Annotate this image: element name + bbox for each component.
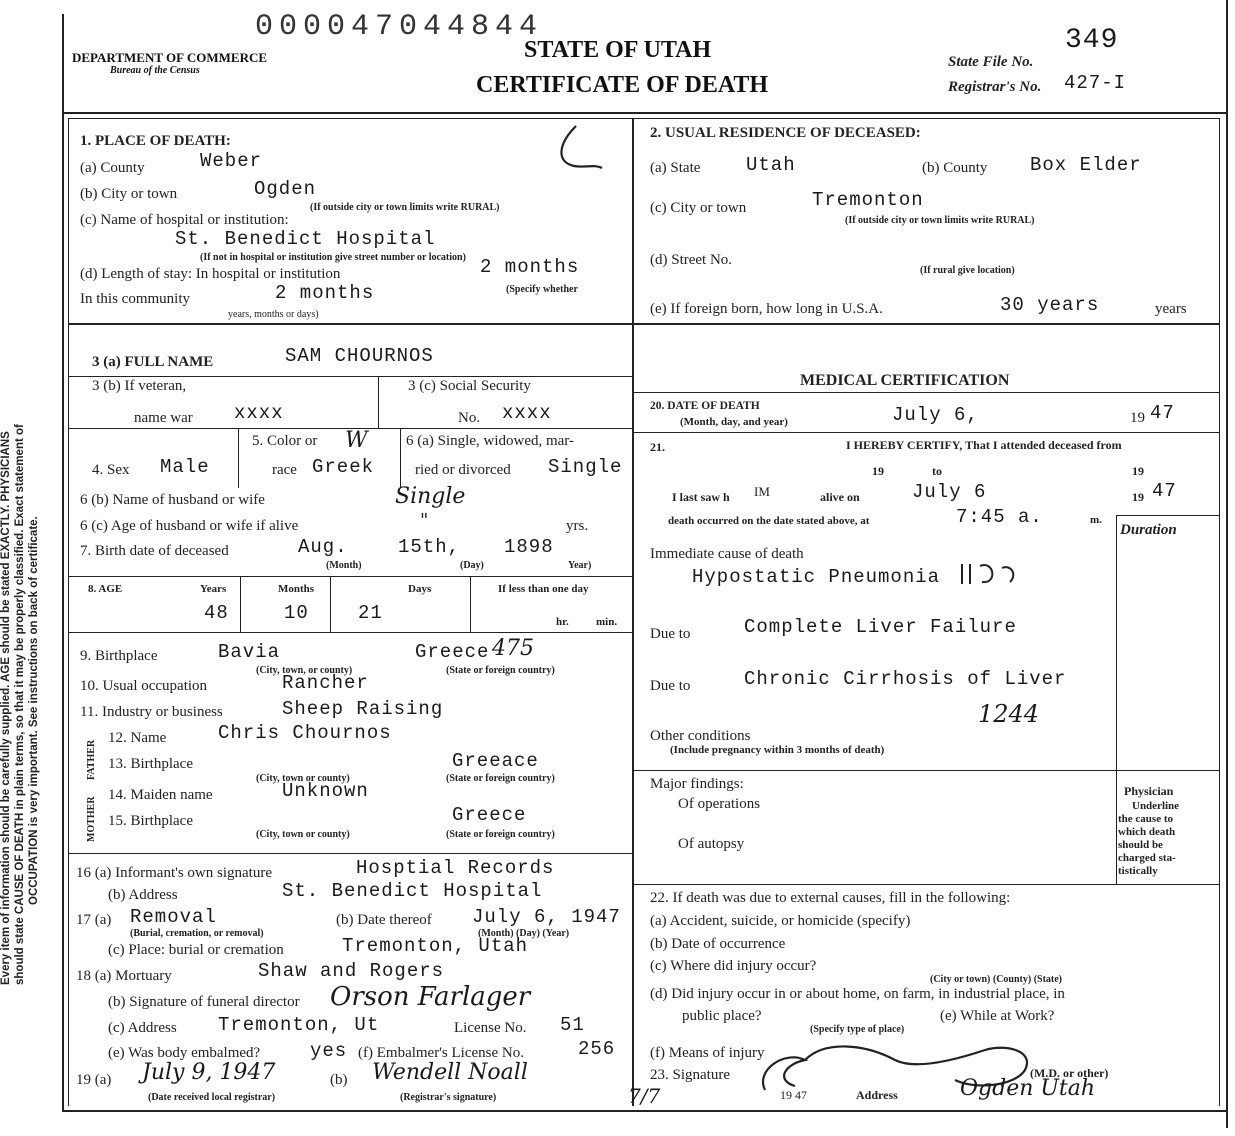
age-years: 48 bbox=[204, 602, 229, 624]
day-note: (Day) bbox=[460, 560, 484, 571]
certify-19b: 19 bbox=[1132, 464, 1144, 478]
address2-value: Tremonton, Ut bbox=[218, 1014, 380, 1036]
color-marital-divider bbox=[400, 428, 401, 488]
other-note: (Include pregnancy within 3 months of death) bbox=[670, 744, 885, 756]
duration-header: Duration bbox=[1120, 522, 1177, 538]
birthplace-city: Bavia bbox=[218, 641, 281, 663]
birthplace-country: Greece bbox=[415, 641, 490, 663]
ss-label: 3 (c) Social Security bbox=[408, 378, 531, 394]
race-label: race bbox=[272, 462, 297, 478]
residence-foreign-label: (e) If foreign born, how long in U.S.A. bbox=[650, 301, 883, 317]
birth-label: 7. Birth date of deceased bbox=[80, 543, 229, 559]
dept-commerce: DEPARTMENT OF COMMERCE bbox=[72, 50, 268, 65]
days-header: Days bbox=[408, 583, 432, 595]
last-saw-label: I last saw h bbox=[672, 490, 730, 504]
other-label: Other conditions bbox=[650, 728, 751, 744]
last-saw-mark: IM bbox=[754, 484, 770, 499]
residence-state-label: (a) State bbox=[650, 160, 701, 176]
residence-city-note: (If outside city or town limits write RURAL) bbox=[845, 215, 1035, 226]
occupation-value: Rancher bbox=[282, 672, 369, 694]
color-label: 5. Color or bbox=[252, 433, 318, 449]
war-value: xxxx bbox=[234, 402, 284, 424]
rule-after-dod bbox=[634, 432, 1220, 433]
year-note: Year) bbox=[568, 560, 592, 571]
signature-date: 7/7 bbox=[628, 1084, 661, 1108]
disposal-value: Removal bbox=[130, 906, 217, 928]
director-label: (b) Signature of funeral director bbox=[108, 994, 300, 1010]
dod-19: 19 bbox=[1130, 410, 1145, 426]
full-name: SAM CHOURNOS bbox=[285, 345, 434, 367]
embalmed-value: yes bbox=[310, 1040, 348, 1062]
inner-top-border bbox=[68, 118, 1220, 119]
due1-label: Due to bbox=[650, 626, 691, 642]
certify-19a: 19 bbox=[872, 464, 884, 478]
side-note-line-3: OCCUPATION is very important. See instructions on back of certificate. bbox=[28, 516, 40, 905]
director-signature: Orson Farlager bbox=[330, 982, 531, 1012]
war-label: name war bbox=[134, 410, 193, 426]
hr-label: hr. bbox=[556, 616, 569, 628]
external-d2: public place? bbox=[682, 1008, 762, 1024]
birth-year: 1898 bbox=[504, 536, 554, 558]
certify-text: I HEREBY CERTIFY, That I attended deceased from bbox=[846, 438, 1122, 452]
external-d1: (d) Did injury occur in or about home, on farm, in industrial place, in bbox=[650, 986, 1065, 1002]
birthplace-city-note: (City, town, or county) bbox=[256, 665, 353, 676]
physician-note-3: which death bbox=[1118, 826, 1176, 838]
informant-address-label: (b) Address bbox=[108, 887, 178, 903]
major-label: Major findings: bbox=[650, 776, 744, 792]
physician-note-4: should be bbox=[1118, 839, 1163, 851]
embalmed-label: (e) Was body embalmed? bbox=[108, 1045, 261, 1061]
outer-bottom-border bbox=[62, 1110, 1228, 1112]
informant-sig-label: 16 (a) Informant's own signature bbox=[76, 865, 272, 881]
rule-before-external bbox=[634, 884, 1220, 885]
rule-before-major bbox=[634, 770, 1220, 771]
physician-note-2: the cause to bbox=[1118, 813, 1173, 825]
ss-value: xxxx bbox=[502, 402, 552, 424]
age-divider-3 bbox=[470, 576, 471, 632]
external-c-note: (City or town) (County) (State) bbox=[930, 974, 1063, 985]
physician-note-6: tistically bbox=[1118, 865, 1158, 877]
header-rule bbox=[62, 112, 1228, 114]
received-label: 19 (a) bbox=[76, 1072, 112, 1088]
check-mark-icon bbox=[548, 122, 608, 174]
yrs-label: yrs. bbox=[566, 518, 589, 534]
inner-right-border bbox=[1219, 118, 1220, 1106]
code-mark-icon bbox=[958, 560, 1028, 588]
residence-title: 2. USUAL RESIDENCE OF DECEASED: bbox=[650, 125, 921, 141]
registrar-label: Registrar's No. bbox=[948, 79, 1042, 95]
medical-title: MEDICAL CERTIFICATION bbox=[800, 372, 1010, 389]
rule-after-place bbox=[68, 323, 1220, 325]
received-date: July 9, 1947 bbox=[142, 1060, 276, 1085]
registrar-sig-note: (Registrar's signature) bbox=[400, 1092, 497, 1103]
serial-number: 000047044844 bbox=[255, 10, 544, 44]
operations-label: Of operations bbox=[678, 796, 761, 812]
physician-address: Ogden Utah bbox=[960, 1076, 1096, 1101]
side-note-line-1: Every item of information should be carefully supplied. AGE should be stated EXACTLY. PHYSICIANS bbox=[0, 431, 12, 985]
residence-foreign-unit: years bbox=[1155, 301, 1187, 317]
embalmer-value: 256 bbox=[578, 1038, 616, 1060]
dod-value: July 6, bbox=[892, 404, 979, 426]
address-label: Address bbox=[856, 1088, 898, 1102]
physician-note-5: charged sta- bbox=[1118, 852, 1176, 864]
external-e: (e) While at Work? bbox=[940, 1008, 1055, 1024]
received-note: (Date received local registrar) bbox=[148, 1092, 276, 1103]
signature-year: 19 47 bbox=[780, 1088, 807, 1102]
disposal-label: 17 (a) bbox=[76, 912, 112, 928]
birth-month: Aug. bbox=[298, 536, 348, 558]
certificate-title: CERTIFICATE OF DEATH bbox=[476, 72, 769, 98]
place-hospital: St. Benedict Hospital bbox=[175, 228, 436, 250]
place-specify-note: (Specify whether bbox=[506, 284, 578, 295]
dod-note: (Month, day, and year) bbox=[680, 416, 788, 428]
rule-after-mother bbox=[68, 853, 634, 854]
disposal-note: (Burial, cremation, or removal) bbox=[130, 928, 264, 939]
due1-cause: Complete Liver Failure bbox=[744, 616, 1017, 638]
months-header: Months bbox=[278, 583, 315, 595]
side-note-line-2: should state CAUSE OF DEATH in plain terms, so that it may be properly classified. Exact statement of bbox=[14, 424, 26, 985]
residence-county-label: (b) County bbox=[922, 160, 988, 176]
state-title: STATE OF UTAH bbox=[524, 37, 712, 63]
residence-foreign: 30 years bbox=[1000, 294, 1100, 316]
outer-left-border bbox=[62, 14, 64, 1112]
marital-value: Single bbox=[548, 456, 623, 478]
place-ymd-note: years, months or days) bbox=[228, 309, 319, 320]
external-b: (b) Date of occurrence bbox=[650, 936, 786, 952]
age-divider-2 bbox=[330, 576, 331, 632]
physician-note-1: Underline bbox=[1132, 800, 1180, 812]
ss-no-label: No. bbox=[458, 410, 481, 426]
license-value: 51 bbox=[560, 1014, 585, 1036]
residence-city-label: (c) City or town bbox=[650, 200, 747, 216]
color-mark: W bbox=[345, 428, 368, 453]
md-note: (M.D. or other) bbox=[1030, 1066, 1109, 1080]
last-saw-19: 19 bbox=[1132, 490, 1144, 504]
center-divider bbox=[632, 118, 634, 1106]
father-birthplace-label: 13. Birthplace bbox=[108, 756, 193, 772]
time-m: m. bbox=[1090, 514, 1102, 526]
state-file-number: 349 bbox=[1065, 25, 1119, 56]
father-city-note: (City, town or county) bbox=[256, 773, 350, 784]
dod-year: 47 bbox=[1150, 402, 1175, 424]
duration-col-top bbox=[1116, 515, 1220, 516]
external-c: (c) Where did injury occur? bbox=[650, 958, 817, 974]
place-hospital-label: (c) Name of hospital or institution: bbox=[80, 212, 289, 228]
registrar-number: 427-I bbox=[1064, 72, 1127, 94]
father-vertical-label: FATHER bbox=[86, 739, 97, 780]
age-days: 21 bbox=[358, 602, 383, 624]
state-file-label: State File No. bbox=[948, 54, 1034, 70]
rule-after-birth bbox=[68, 576, 634, 577]
place-county: Weber bbox=[200, 150, 263, 172]
birthplace-code: 475 bbox=[492, 636, 534, 661]
external-label: 22. If death was due to external causes, fill in the following: bbox=[650, 890, 1011, 906]
mother-birthplace: Greece bbox=[452, 804, 527, 826]
place-city-label: (b) City or town bbox=[80, 186, 178, 202]
bureau-census: Bureau of the Census bbox=[110, 65, 200, 76]
sex-value: Male bbox=[160, 456, 210, 478]
place-county-label: (a) County bbox=[80, 160, 145, 176]
place-community-label: In this community bbox=[80, 291, 190, 307]
birthplace-label: 9. Birthplace bbox=[80, 648, 158, 664]
residence-state: Utah bbox=[746, 154, 796, 176]
mother-name-label: 14. Maiden name bbox=[108, 787, 213, 803]
place-stay-hospital: 2 months bbox=[480, 256, 580, 278]
name-label: 3 (a) FULL NAME bbox=[92, 354, 214, 370]
occupation-label: 10. Usual occupation bbox=[80, 678, 208, 694]
mother-city-note: (City, town or county) bbox=[256, 829, 350, 840]
min-label: min. bbox=[596, 616, 618, 628]
inner-left-border bbox=[68, 118, 69, 1106]
certify-number: 21. bbox=[650, 440, 665, 454]
informant-address: St. Benedict Hospital bbox=[282, 880, 543, 902]
sex-color-divider bbox=[238, 428, 239, 488]
race-value: Greek bbox=[312, 456, 375, 478]
place-hospital-note: (If not in hospital or institution give street number or location) bbox=[200, 252, 466, 263]
place-stay-community: 2 months bbox=[275, 282, 375, 304]
mortuary-value: Shaw and Rogers bbox=[258, 960, 445, 982]
registrar-signature: Wendell Noall bbox=[372, 1060, 528, 1085]
rule-after-age bbox=[68, 632, 634, 633]
due2-cause: Chronic Cirrhosis of Liver bbox=[744, 668, 1067, 690]
external-d-note: (Specify type of place) bbox=[810, 1024, 905, 1035]
external-a: (a) Accident, suicide, or homicide (specify) bbox=[650, 913, 911, 929]
due2-label: Due to bbox=[650, 678, 691, 694]
father-birthplace: Greeace bbox=[452, 750, 539, 772]
spouse-age-label: 6 (c) Age of husband or wife if alive bbox=[80, 518, 299, 534]
outer-right-border bbox=[1226, 0, 1228, 1128]
month-note: (Month) bbox=[326, 560, 362, 571]
residence-city: Tremonton bbox=[812, 189, 924, 211]
disposal-place-label: (c) Place: burial or cremation bbox=[108, 942, 284, 958]
vet-ss-divider bbox=[378, 376, 379, 428]
autopsy-label: Of autopsy bbox=[678, 836, 745, 852]
last-saw-year: 47 bbox=[1152, 480, 1177, 502]
residence-street-label: (d) Street No. bbox=[650, 252, 733, 268]
sex-label: 4. Sex bbox=[92, 462, 130, 478]
place-stay-label: (d) Length of stay: In hospital or institution bbox=[80, 266, 341, 282]
father-name-label: 12. Name bbox=[108, 730, 167, 746]
marital-label-2: ried or divorced bbox=[415, 462, 511, 478]
birthplace-country-note: (State or foreign country) bbox=[446, 665, 555, 676]
duration-col-left bbox=[1116, 515, 1117, 885]
less-than-day-header: If less than one day bbox=[498, 583, 589, 595]
informant-sig: Hosptial Records bbox=[356, 857, 555, 879]
certify-to: to bbox=[932, 464, 942, 478]
registrar-b-label: (b) bbox=[330, 1072, 348, 1088]
spouse-label: 6 (b) Name of husband or wife bbox=[80, 492, 265, 508]
age-divider-1 bbox=[240, 576, 241, 632]
birth-day: 15th, bbox=[398, 536, 461, 558]
disposal-date: July 6, 1947 bbox=[472, 906, 621, 928]
age-label: 8. AGE bbox=[88, 583, 123, 595]
veteran-label: 3 (b) If veteran, bbox=[92, 378, 187, 394]
rule-after-name bbox=[68, 376, 634, 377]
place-city-note: (If outside city or town limits write RURAL) bbox=[310, 202, 500, 213]
spouse-age-value: " bbox=[420, 510, 429, 531]
mother-name: Unknown bbox=[282, 780, 369, 802]
cause-code: 1244 bbox=[978, 700, 1040, 728]
place-title: 1. PLACE OF DEATH: bbox=[80, 133, 231, 149]
mother-country-note: (State or foreign country) bbox=[446, 829, 555, 840]
license-label: License No. bbox=[454, 1020, 527, 1036]
disposal-place: Tremonton, Utah bbox=[342, 935, 529, 957]
disposal-date-note: (Month) (Day) (Year) bbox=[478, 928, 570, 939]
industry-label: 11. Industry or business bbox=[80, 704, 223, 720]
address2-label: (c) Address bbox=[108, 1020, 177, 1036]
physician-header: Physician bbox=[1124, 784, 1174, 798]
father-country-note: (State or foreign country) bbox=[446, 773, 555, 784]
alive-on-label: alive on bbox=[820, 490, 860, 504]
mother-vertical-label: MOTHER bbox=[86, 796, 97, 842]
mother-birthplace-label: 15. Birthplace bbox=[108, 813, 193, 829]
death-time: 7:45 a. bbox=[956, 506, 1043, 528]
mortuary-label: 18 (a) Mortuary bbox=[76, 968, 172, 984]
occurred-label: death occurred on the date stated above, at bbox=[668, 515, 870, 527]
last-saw-date: July 6 bbox=[912, 481, 987, 503]
med-title-rule bbox=[634, 392, 1220, 393]
disposal-date-label: (b) Date thereof bbox=[336, 912, 432, 928]
embalmer-label: (f) Embalmer's License No. bbox=[358, 1045, 524, 1061]
signature-label: 23. Signature bbox=[650, 1067, 730, 1083]
years-header: Years bbox=[200, 583, 227, 595]
dod-label: 20. DATE OF DEATH bbox=[650, 400, 760, 412]
residence-county: Box Elder bbox=[1030, 154, 1142, 176]
immediate-cause: Hypostatic Pneumonia bbox=[692, 566, 941, 588]
residence-street-note: (If rural give location) bbox=[920, 265, 1015, 276]
industry-value: Sheep Raising bbox=[282, 698, 444, 720]
father-name: Chris Chournos bbox=[218, 722, 392, 744]
external-f: (f) Means of injury bbox=[650, 1045, 765, 1061]
immediate-label: Immediate cause of death bbox=[650, 546, 804, 562]
spouse-value: Single bbox=[395, 484, 466, 509]
age-months: 10 bbox=[284, 602, 309, 624]
marital-label-1: 6 (a) Single, widowed, mar- bbox=[406, 433, 574, 449]
place-city: Ogden bbox=[254, 178, 317, 200]
